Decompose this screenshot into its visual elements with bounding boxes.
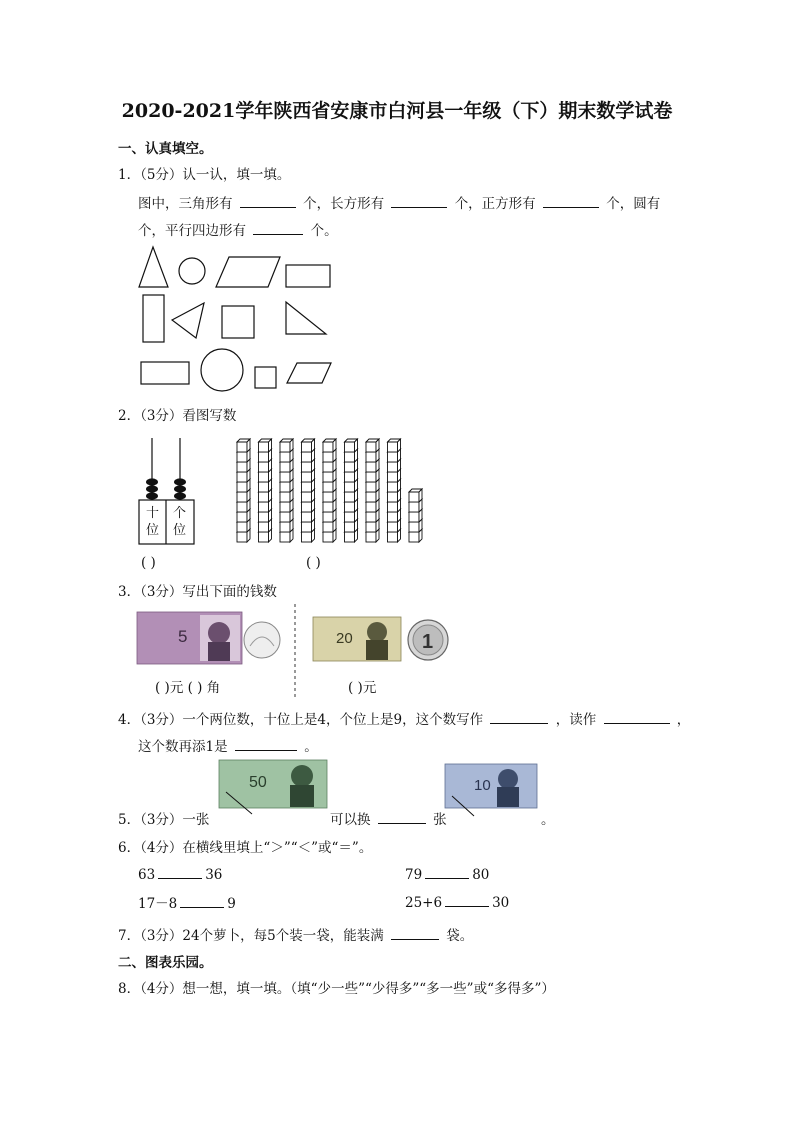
q5-text-b: 可以换 <box>330 812 371 828</box>
note-denomination: 5 <box>178 627 188 646</box>
answer-blank[interactable] <box>180 893 224 908</box>
coin-denomination: 1 <box>422 631 434 653</box>
q6-item-2 <box>405 864 489 883</box>
q1-text: 个，正方形有 <box>454 196 536 212</box>
q4-text: 4．（3分）一个两位数，十位上是4，个位上是9，这个数写作 <box>118 712 484 728</box>
q6-heading: 6．（4分）在横线里填上“＞”“＜”或“＝”。 <box>118 840 373 856</box>
q6-right: 36 <box>205 867 223 883</box>
q2-heading: 2．（3分）看图写数 <box>118 408 237 424</box>
q6-right: 9 <box>227 896 236 912</box>
abacus-tens-label: 十位 <box>146 506 160 538</box>
q7-line <box>118 924 473 944</box>
section-2-heading: 二、图表乐园。 <box>118 955 213 971</box>
q5-text-a: 5．（3分）一张 <box>118 812 210 828</box>
q6-left: 25+6 <box>405 895 443 911</box>
answer-blank[interactable] <box>158 864 202 879</box>
q6-right: 30 <box>492 895 510 911</box>
q7-text: 袋。 <box>446 928 474 944</box>
q3-answer-right[interactable]: ( )元 <box>348 680 377 696</box>
fifty-yuan-note <box>219 760 327 814</box>
note-denomination: 20 <box>336 630 353 647</box>
answer-blank[interactable] <box>425 864 469 879</box>
q6-item-3 <box>138 892 236 912</box>
q1-text: 个，平行四边形有 <box>138 223 246 239</box>
q3-heading: 3．（3分）写出下面的钱数 <box>118 584 277 600</box>
q1-text: 个，长方形有 <box>303 196 385 212</box>
q7-text: 7．（3分）24个萝卜，每5个装一袋，能装满 <box>118 928 384 944</box>
q5-text-d: 。 <box>541 812 555 828</box>
q4-text: 这个数再添1是 <box>138 739 228 755</box>
answer-blank[interactable] <box>445 892 489 907</box>
q1-text: 个，圆有 <box>606 196 661 212</box>
q4-text: ， <box>676 712 691 728</box>
q3-answer-left[interactable]: ( )元 ( ) 角 <box>155 680 221 696</box>
q2-answer-abacus[interactable]: ( ) <box>141 555 156 571</box>
q6-item-4 <box>405 892 509 911</box>
q6-left: 79 <box>405 867 423 883</box>
answer-blank[interactable] <box>378 809 426 824</box>
ten-yuan-note <box>445 764 537 816</box>
note-denomination: 10 <box>474 777 491 794</box>
q4-text: ，读作 <box>555 712 597 728</box>
q6-left: 17－8 <box>138 896 178 912</box>
q2-answer-cubes[interactable]: ( ) <box>306 555 321 571</box>
answer-blank[interactable] <box>391 925 439 940</box>
abacus-ones-label: 个位 <box>173 506 187 538</box>
page-title: 2020-2021学年陕西省安康市白河县一年级（下）期末数学试卷 <box>121 100 673 122</box>
q1-text: 图中，三角形有 <box>138 196 233 212</box>
q1-text: 个。 <box>310 223 338 239</box>
q6-right: 80 <box>472 867 490 883</box>
q1-heading: 1．（5分）认一认，填一填。 <box>118 167 291 183</box>
q6-item-1 <box>138 864 222 883</box>
q5-line <box>330 808 447 828</box>
q4-text: 。 <box>304 739 318 755</box>
note-denomination: 50 <box>249 774 267 791</box>
section-1-heading: 一、认真填空。 <box>118 141 213 157</box>
q5-text-c: 张 <box>433 812 447 828</box>
q6-left: 63 <box>138 867 156 883</box>
q8-heading: 8．（4分）想一想，填一填。（填“少一些”“少得多”“多一些”或“多得多”） <box>118 981 555 997</box>
